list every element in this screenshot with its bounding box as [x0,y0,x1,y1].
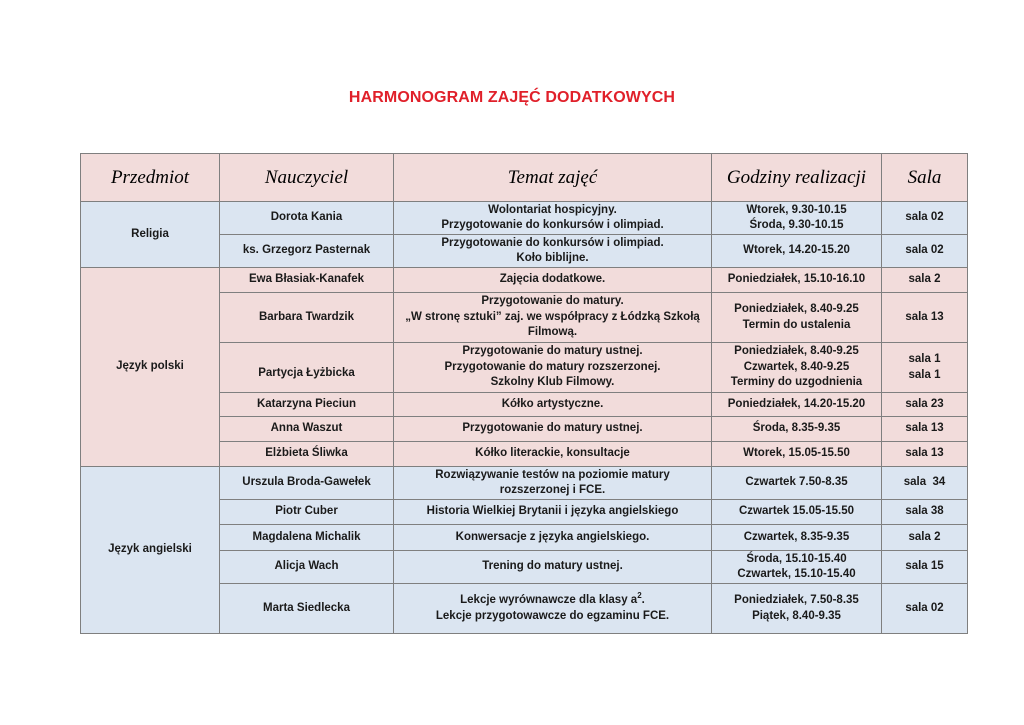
teacher-cell: Marta Siedlecka [220,584,394,634]
topic-cell: Konwersacje z języka angielskiego. [394,525,712,551]
topic-cell: Zajęcia dodatkowe. [394,268,712,293]
hours-cell: Czwartek, 8.35-9.35 [712,525,882,551]
teacher-cell: Anna Waszut [220,417,394,442]
subject-cell: Język polski [81,268,220,467]
hours-cell: Poniedziałek, 7.50-8.35 Piątek, 8.40-9.35 [712,584,882,634]
hours-cell: Poniedziałek, 8.40-9.25 Termin do ustalenia [712,293,882,343]
hours-cell: Środa, 8.35-9.35 [712,417,882,442]
hours-cell: Poniedziałek, 8.40-9.25 Czwartek, 8.40-9.25 Terminy do uzgodnienia [712,343,882,393]
header-teacher: Nauczyciel [220,154,394,202]
room-cell: sala 13 [882,417,968,442]
room-cell: sala 02 [882,584,968,634]
topic-cell: Historia Wielkiej Brytanii i języka angielskiego [394,500,712,525]
teacher-cell: Dorota Kania [220,202,394,235]
hours-cell: Poniedziałek, 15.10-16.10 [712,268,882,293]
room-cell: sala 34 [882,467,968,500]
teacher-cell: Partycja Łyżbicka [220,343,394,393]
hours-cell: Czwartek 7.50-8.35 [712,467,882,500]
room-cell: sala 2 [882,268,968,293]
hours-cell: Czwartek 15.05-15.50 [712,500,882,525]
room-cell: sala 23 [882,393,968,417]
hours-cell: Wtorek, 14.20-15.20 [712,235,882,268]
hours-cell: Wtorek, 9.30-10.15 Środa, 9.30-10.15 [712,202,882,235]
room-cell: sala 15 [882,551,968,584]
topic-cell: Przygotowanie do matury ustnej. [394,417,712,442]
teacher-cell: Barbara Twardzik [220,293,394,343]
room-cell: sala 02 [882,202,968,235]
header-subject: Przedmiot [81,154,220,202]
teacher-cell: Katarzyna Pieciun [220,393,394,417]
header-row [81,154,968,202]
header-topic: Temat zajęć [394,154,712,202]
topic-cell: Rozwiązywanie testów na poziomie matury rozszerzonej i FCE. [394,467,712,500]
room-cell: sala 13 [882,293,968,343]
room-cell: sala 1 sala 1 [882,343,968,393]
subject-cell: Język angielski [81,467,220,634]
superscript: 2 [637,591,642,601]
room-cell: sala 2 [882,525,968,551]
topic-cell: Przygotowanie do matury ustnej. Przygotowanie do matury rozszerzonej. Szkolny Klub Filmowy. [394,343,712,393]
topic-cell: Wolontariat hospicyjny. Przygotowanie do konkursów i olimpiad. [394,202,712,235]
schedule-table [80,153,968,634]
table-row [81,268,968,293]
teacher-cell: Magdalena Michalik [220,525,394,551]
hours-cell: Poniedziałek, 14.20-15.20 [712,393,882,417]
room-cell: sala 13 [882,442,968,467]
header-room: Sala [882,154,968,202]
teacher-cell: Piotr Cuber [220,500,394,525]
page-title: HARMONOGRAM ZAJĘĆ DODATKOWYCH [348,89,676,106]
topic-cell: Przygotowanie do konkursów i olimpiad. Koło biblijne. [394,235,712,268]
teacher-cell: Urszula Broda-Gawełek [220,467,394,500]
hours-cell: Wtorek, 15.05-15.50 [712,442,882,467]
hours-cell: Środa, 15.10-15.40 Czwartek, 15.10-15.40 [712,551,882,584]
teacher-cell: Alicja Wach [220,551,394,584]
table-row [81,202,968,235]
room-cell: sala 02 [882,235,968,268]
topic-cell: Lekcje wyrównawcze dla klasy $a^2$. Lekcje przygotowawcze do egzaminu FCE. [394,584,712,634]
topic-cell: Trening do matury ustnej. [394,551,712,584]
table-row [81,467,968,500]
teacher-cell: Elżbieta Śliwka [220,442,394,467]
subject-cell: Religia [81,202,220,268]
topic-cell: Kółko artystyczne. [394,393,712,417]
topic-cell: Przygotowanie do matury. „W stronę sztuki” zaj. we współpracy z Łódzką Szkołą Filmową. [394,293,712,343]
teacher-cell: ks. Grzegorz Pasternak [220,235,394,268]
room-cell: sala 38 [882,500,968,525]
teacher-cell: Ewa Błasiak-Kanafek [220,268,394,293]
topic-cell: Kółko literackie, konsultacje [394,442,712,467]
header-hours: Godziny realizacji [712,154,882,202]
